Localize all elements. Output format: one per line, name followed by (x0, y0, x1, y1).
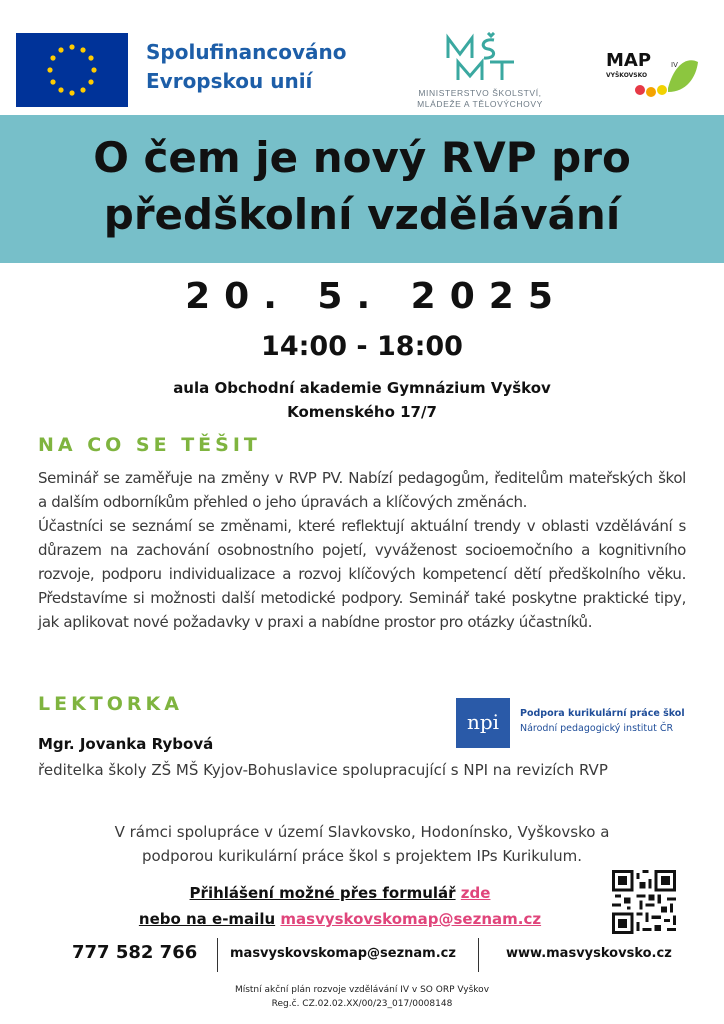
event-time: 14:00 - 18:00 (261, 331, 463, 362)
lector-role: ředitelka školy ZŠ MŠ Kyjov-Bohuslavice spolupracující s NPI na revizích RVP (38, 761, 608, 779)
npi-logo (456, 698, 688, 748)
event-venue (0, 376, 724, 424)
eu-text-line1: Spolufinancováno (146, 40, 347, 64)
register-form-link[interactable]: zde (460, 884, 491, 902)
msmt-logo (400, 32, 560, 112)
cooperation-line2: podporou kurikulární práce škol s projektem IPs Kurikulum. (141, 847, 583, 865)
expect-paragraph1: Seminář se zaměřuje na změny v RVP PV. Nabízí pedagogům, ředitelům mateřských škol a dalším odborníkům přehled o jeho úpravách a klíčových změnách. (38, 469, 686, 511)
cooperation-note (0, 820, 724, 868)
lector-heading: LEKTORKA (38, 693, 183, 715)
register-line1-text: Přihlášení možné přes formulář (189, 884, 456, 902)
map-vyskovsko-logo (604, 48, 700, 100)
msmt-line2: MLÁDEŽE A TĚLOVÝCHOVY (417, 99, 543, 109)
footer (0, 983, 724, 1011)
title-banner (0, 115, 724, 263)
page-title (0, 129, 724, 243)
contact-divider (217, 938, 218, 972)
footer-line1: Místní akční plán rozvoje vzdělávání IV v SO ORP Vyškov (234, 985, 490, 995)
contact-divider (478, 938, 479, 972)
map-word: MAP (606, 50, 652, 71)
contact-bar (0, 938, 724, 972)
msmt-line1: MINISTERSTVO ŠKOLSTVÍ, (418, 88, 542, 98)
event-date: 20. 5. 2025 (185, 276, 567, 317)
expect-paragraph2: Účastníci se seznámí se změnami, které reflektují aktuální trendy v oblasti vzdělávání s důrazem na zachování osobnostního pojetí, vyváženost socioemočního a kognitivního rozvoje, podporu individualizace a rozvoj klíčových kompetencí dětí předškolního věku. Představíme si možnosti další metodické podpory. Seminář také poskytne praktické tipy, jak aplikovat nové požadavky v praxi a nabídne prostor pro otázky účastníků. (38, 517, 686, 631)
contact-email[interactable]: masvyskovskomap@seznam.cz (230, 946, 456, 961)
npi-line1: Podpora kurikulární práce škol (520, 708, 685, 719)
contact-website[interactable]: www.masvyskovsko.cz (506, 946, 672, 961)
eu-flag-logo (16, 33, 128, 107)
msmt-mark-icon (442, 32, 522, 84)
register-line2-text: nebo na e-mailu (138, 910, 276, 928)
cooperation-line1: V rámci spolupráce v území Slavkovsko, Hodonínsko, Vyškovsko a (114, 823, 610, 841)
map-sub: VYŠKOVSKO (606, 72, 648, 79)
title-line2: předškolní vzdělávání (103, 190, 621, 239)
npi-mark: npi (456, 698, 510, 748)
contact-phone[interactable]: 777 582 766 (72, 942, 198, 963)
title-line1: O čem je nový RVP pro (93, 133, 631, 182)
footer-line2: Reg.č. CZ.02.02.XX/00/23_017/0008148 (271, 999, 453, 1009)
expect-body (38, 466, 686, 634)
expect-heading: NA CO SE TĚŠIT (38, 434, 261, 456)
qr-code-icon[interactable] (612, 870, 676, 934)
logo-header (0, 0, 724, 114)
register-email-link[interactable]: masvyskovskomap@seznam.cz (280, 910, 542, 928)
npi-line2: Národní pedagogický institut ČR (520, 723, 674, 734)
lector-name: Mgr. Jovanka Rybová (38, 735, 214, 753)
eu-cofinanced-text (146, 38, 386, 96)
registration-info (0, 880, 680, 932)
venue-line1: aula Obchodní akademie Gymnázium Vyškov (173, 379, 551, 397)
eu-text-line2: Evropskou unií (146, 69, 313, 93)
venue-line2: Komenského 17/7 (287, 403, 437, 421)
map-roman: IV (671, 61, 678, 69)
